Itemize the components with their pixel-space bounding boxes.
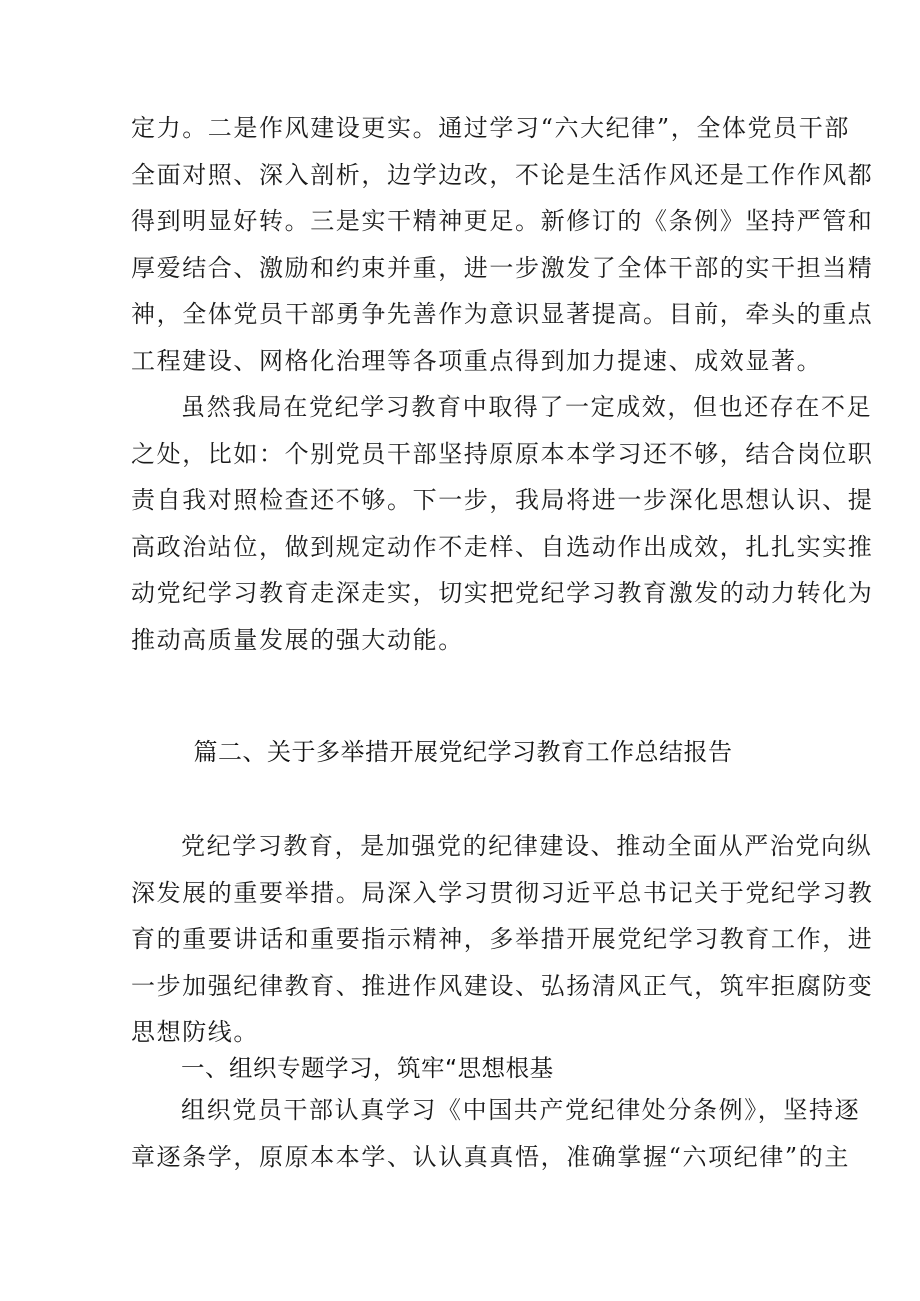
paragraph-4 — [131, 1087, 861, 1180]
text-line: 高政治站位，做到规定动作不走样、自选动作出成效，扎扎实实推 — [131, 532, 874, 561]
paragraph-1 — [131, 105, 874, 384]
text-line: 责自我对照检查还不够。下一步，我局将进一步深化思想认识、提 — [131, 486, 874, 514]
text-line: 得到明显好转。三是实干精神更足。新修订的《条例》坚持严管和 — [131, 207, 874, 235]
text-line: 工程建设、网格化治理等各项重点得到加力提速、成效显著。 — [131, 346, 823, 375]
paragraph-3 — [131, 823, 874, 1056]
text-line: 章逐条学，原原本本学、认认真真悟，准确掌握“六项纪律”的主 — [131, 1142, 850, 1171]
paragraph-2 — [131, 384, 874, 663]
text-line: 推动高质量发展的强大动能。 — [131, 625, 464, 654]
text-line: 思想防线。 — [131, 1018, 259, 1046]
text-line: 虽然我局在党纪学习教育中取得了一定成效，但也还存在不足 — [181, 393, 873, 421]
subheading-1: 一、组织专题学习，筑牢“思想根基 — [181, 1054, 554, 1082]
text-line: 一步加强纪律教育、推进作风建设、弘扬清风正气，筑牢拒腐防变 — [131, 971, 874, 1000]
text-line: 之处，比如：个别党员干部坚持原原本本学习还不够，结合岗位职 — [131, 439, 874, 468]
text-line: 深发展的重要举措。局深入学习贯彻习近平总书记关于党纪学习教 — [131, 878, 874, 907]
text-line: 动党纪学习教育走深走实，切实把党纪学习教育激发的动力转化为 — [131, 579, 874, 607]
text-line: 党纪学习教育，是加强党的纪律建设、推动全面从严治党向纵 — [181, 832, 873, 860]
text-line: 育的重要讲话和重要指示精神，多举措开展党纪学习教育工作，进 — [131, 925, 874, 953]
text-line: 厚爱结合、激励和约束并重，进一步激发了全体干部的实干担当精 — [131, 253, 874, 282]
text-line: 全面对照、深入剖析，边学边改，不论是生活作风还是工作作风都 — [131, 160, 874, 189]
text-line: 组织党员干部认真学习《中国共产党纪律处分条例》，坚持逐 — [181, 1096, 861, 1124]
section-title: 篇二、关于多举措开展党纪学习教育工作总结报告 — [193, 738, 733, 766]
text-line: 神，全体党员干部勇争先善作为意识显著提高。目前，牵头的重点 — [131, 300, 874, 328]
text-line: 定力。二是作风建设更实。通过学习“六大纪律”，全体党员干部 — [131, 114, 850, 142]
